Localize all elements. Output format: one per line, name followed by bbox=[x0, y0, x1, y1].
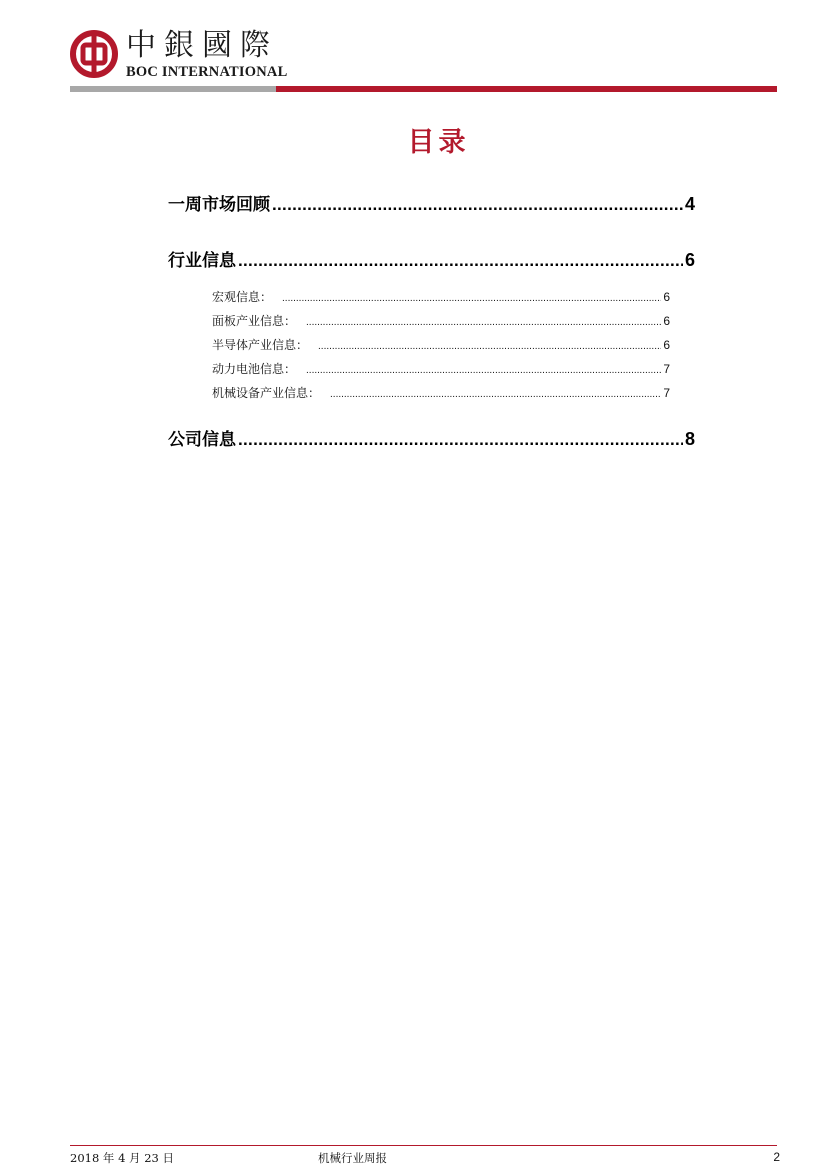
toc-leader-dots bbox=[306, 365, 661, 376]
toc-entry-page: 6 bbox=[663, 338, 670, 352]
toc-entry-industry-info[interactable] bbox=[168, 246, 695, 271]
toc-entry-power-battery-info[interactable] bbox=[212, 360, 670, 377]
toc-entry-page: 7 bbox=[663, 386, 670, 400]
toc-entry-page: 7 bbox=[663, 362, 670, 376]
toc-entry-label: 动力电池信息： bbox=[212, 362, 297, 376]
footer-page-number: 2 bbox=[773, 1150, 780, 1164]
toc-entry-label: 宏观信息： bbox=[212, 290, 273, 304]
toc-entry-page: 8 bbox=[684, 429, 695, 449]
header-rule-red bbox=[276, 86, 777, 92]
toc-entry-page: 6 bbox=[663, 314, 670, 328]
toc-title: 目录 bbox=[407, 127, 470, 158]
toc-entry-macro-info[interactable] bbox=[212, 288, 670, 305]
toc-leader-dots bbox=[272, 195, 683, 215]
toc-entry-label: 面板产业信息： bbox=[212, 314, 297, 328]
toc-leader-dots bbox=[318, 341, 661, 352]
boc-logo-mark-icon bbox=[70, 30, 118, 78]
toc-entry-page: 6 bbox=[663, 290, 670, 304]
toc-entry-semiconductor-info[interactable] bbox=[212, 336, 670, 353]
footer-date: 2018 年 4 月 23 日 bbox=[70, 1151, 174, 1165]
toc-entry-label: 公司信息 bbox=[168, 430, 236, 450]
logo-english-name: BOC INTERNATIONAL bbox=[126, 64, 288, 80]
toc-entry-label: 行业信息 bbox=[168, 251, 236, 271]
toc-entry-market-review[interactable] bbox=[168, 190, 695, 215]
toc-entry-label: 机械设备产业信息： bbox=[212, 386, 321, 400]
logo-chinese-name: 中銀國際 bbox=[126, 28, 278, 63]
toc-leader-dots bbox=[238, 430, 683, 450]
footer-rule bbox=[70, 1145, 777, 1146]
toc-leader-dots bbox=[330, 389, 661, 400]
toc-entry-page: 4 bbox=[684, 194, 695, 214]
footer-report-title: 机械行业周报 bbox=[318, 1151, 387, 1165]
toc-entry-company-info[interactable] bbox=[168, 425, 695, 450]
toc-leader-dots bbox=[306, 317, 661, 328]
header-rule-grey bbox=[70, 86, 276, 92]
toc-entry-machinery-info[interactable] bbox=[212, 384, 670, 401]
toc-entry-label: 半导体产业信息： bbox=[212, 338, 309, 352]
toc-entry-label: 一周市场回顾 bbox=[168, 195, 270, 215]
toc-leader-dots bbox=[238, 251, 683, 271]
boc-logo bbox=[70, 28, 310, 84]
toc-entry-page: 6 bbox=[684, 250, 695, 270]
toc-leader-dots bbox=[282, 293, 661, 304]
toc-entry-panel-industry-info[interactable] bbox=[212, 312, 670, 329]
